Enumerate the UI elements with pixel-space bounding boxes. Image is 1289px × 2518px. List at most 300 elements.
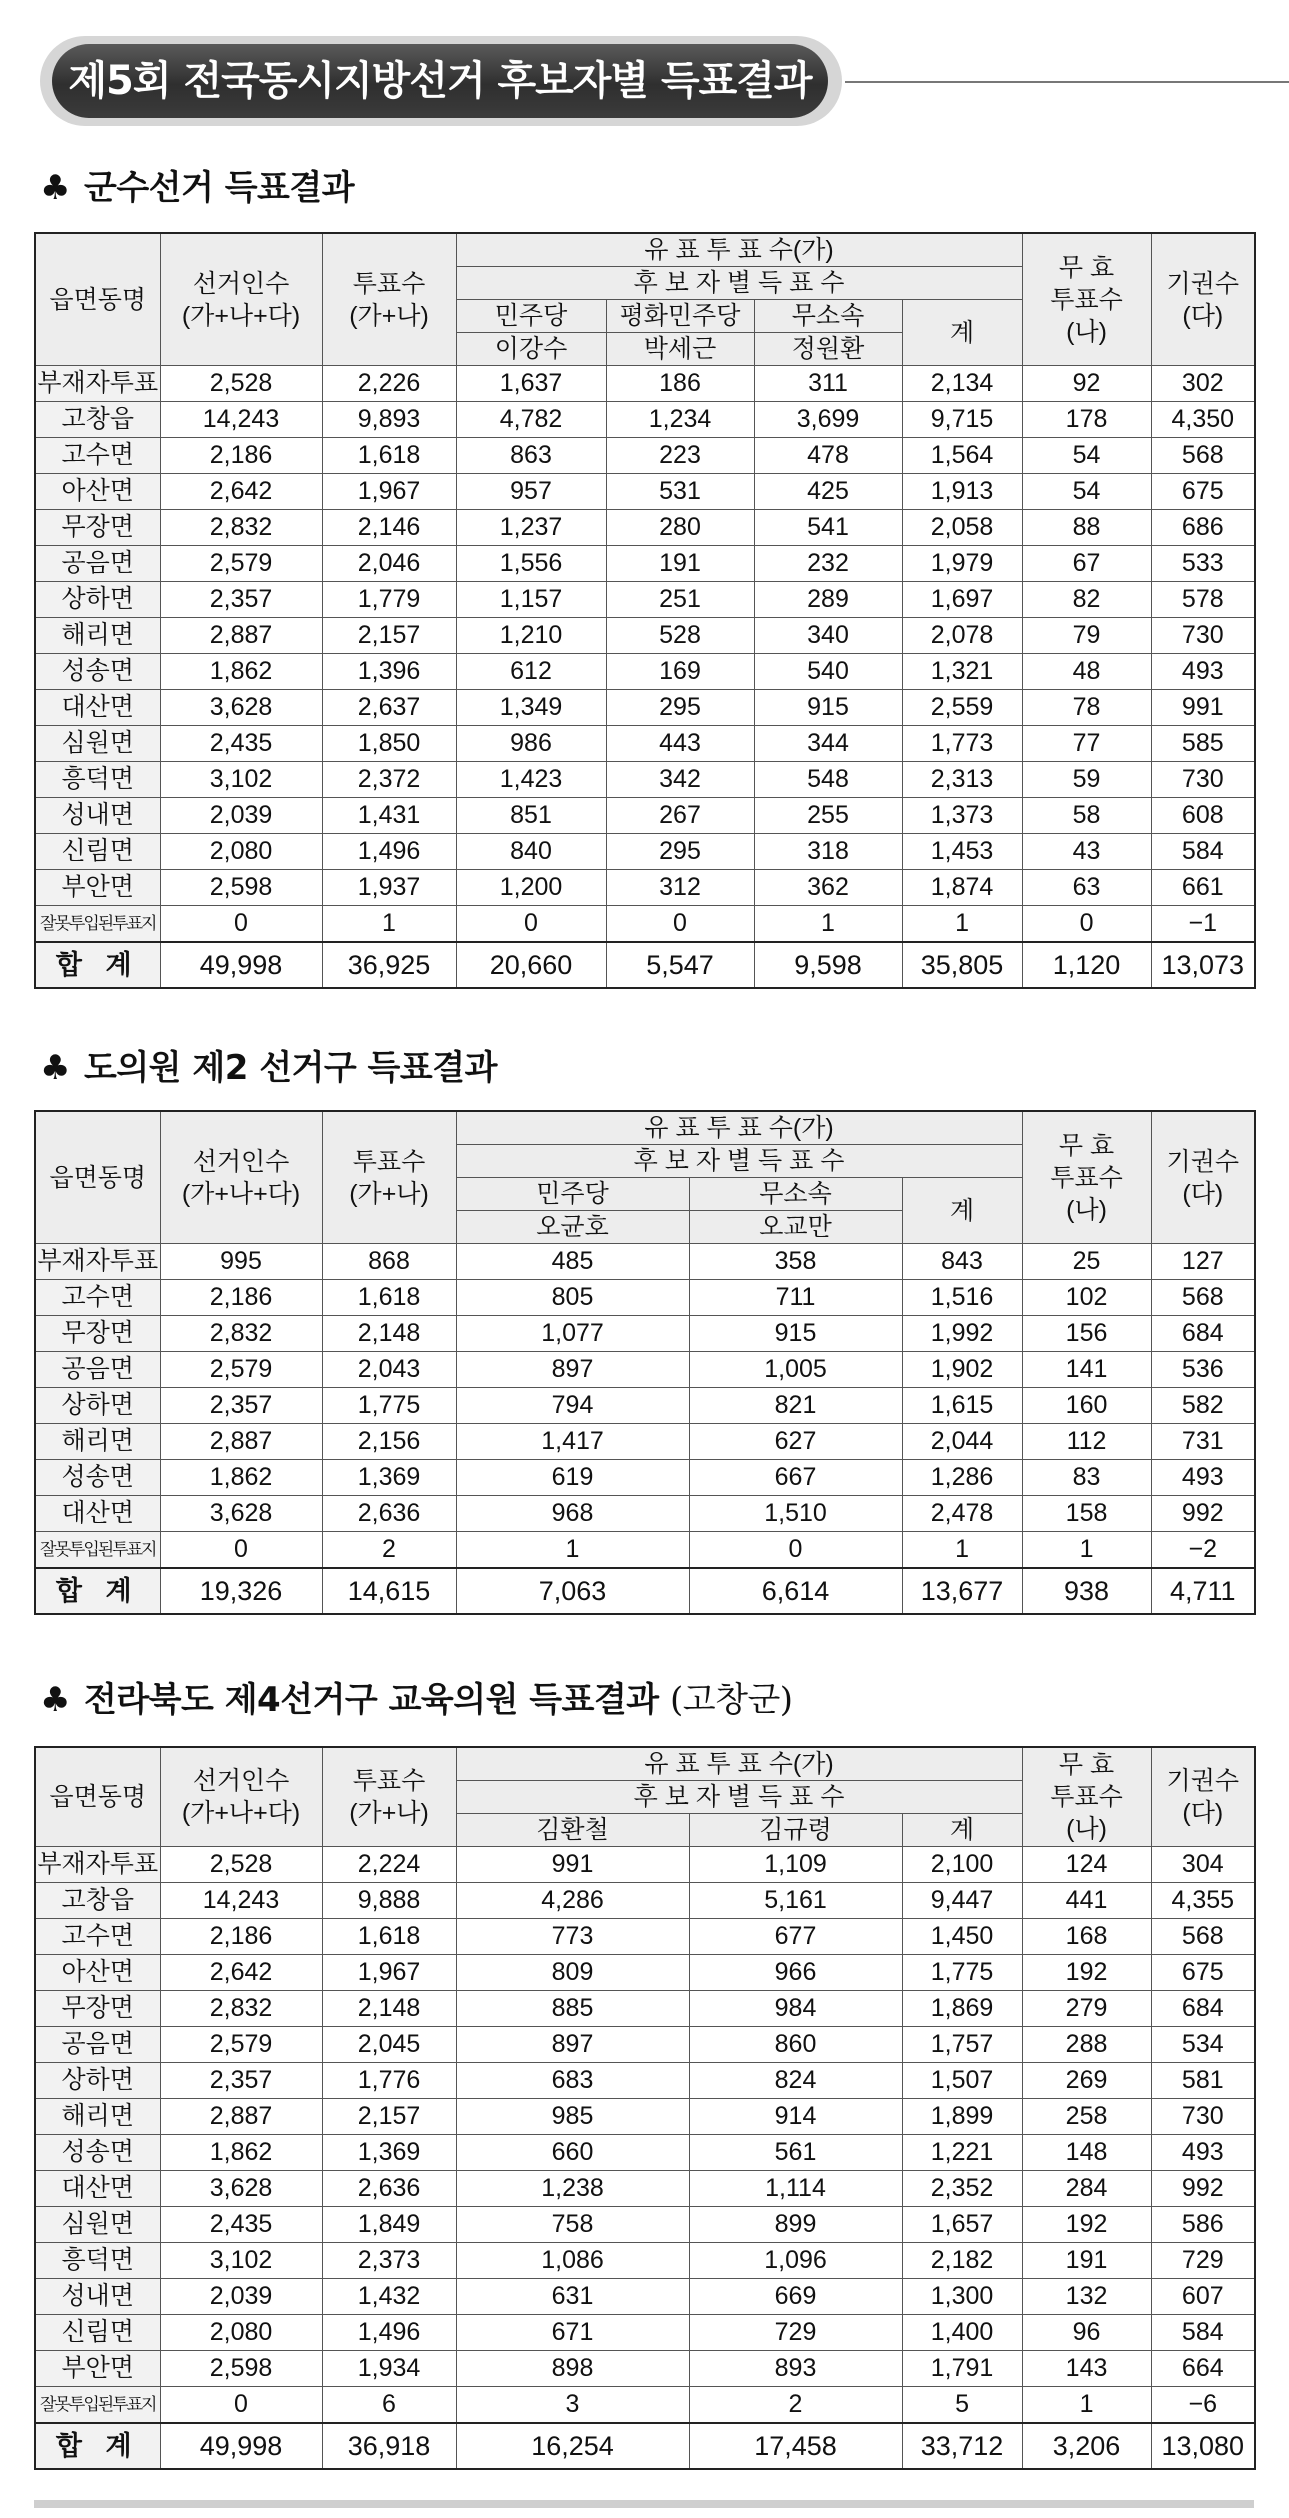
table-body xyxy=(35,1244,1255,1569)
header-electors: 선거인수 (가+나+다) xyxy=(160,1747,322,1847)
table-cell: 2,357 xyxy=(160,1388,322,1424)
table-row xyxy=(35,438,1255,474)
table-cell: 966 xyxy=(689,1955,902,1991)
total-cell: 17,458 xyxy=(689,2423,902,2469)
table-cell: 9,888 xyxy=(322,1883,456,1919)
table-cell: 67 xyxy=(1022,546,1151,582)
header-party: 민주당 xyxy=(456,300,606,333)
table-cell: 192 xyxy=(1022,1955,1151,1991)
table-cell: 78 xyxy=(1022,690,1151,726)
table-cell: 1,516 xyxy=(902,1280,1022,1316)
table-cell: 1,200 xyxy=(456,870,606,906)
section-heading-county-governor xyxy=(40,160,354,209)
table-cell: 2,528 xyxy=(160,366,322,402)
table-cell: 1,238 xyxy=(456,2171,689,2207)
table-row xyxy=(35,582,1255,618)
table-cell: 14,243 xyxy=(160,1883,322,1919)
table-cell: 288 xyxy=(1022,2027,1151,2063)
table-cell: 2,357 xyxy=(160,2063,322,2099)
row-district: 부안면 xyxy=(35,870,160,906)
table-cell: 3 xyxy=(456,2387,689,2424)
table-cell: 660 xyxy=(456,2135,689,2171)
table-cell: 2,134 xyxy=(902,366,1022,402)
table-cell: 809 xyxy=(456,1955,689,1991)
header-party: 무소속 xyxy=(689,1178,902,1211)
table-cell: 683 xyxy=(456,2063,689,2099)
table-cell: 83 xyxy=(1022,1460,1151,1496)
table-cell: 2,642 xyxy=(160,1955,322,1991)
table-row xyxy=(35,2063,1255,2099)
header-abstain: 기권수 (다) xyxy=(1151,233,1255,366)
row-district: 공음면 xyxy=(35,1352,160,1388)
table-cell: 485 xyxy=(456,1244,689,1280)
table-cell: 915 xyxy=(689,1316,902,1352)
header-invalid: 무 효 투표수 (나) xyxy=(1022,1111,1151,1244)
header-valid-votes: 유 표 투 표 수(가) xyxy=(456,1747,1022,1781)
table-cell: 586 xyxy=(1151,2207,1255,2243)
table-cell: 675 xyxy=(1151,1955,1255,1991)
table-cell: 1,850 xyxy=(322,726,456,762)
header-valid-votes: 유 표 투 표 수(가) xyxy=(456,1111,1022,1145)
table-cell: 897 xyxy=(456,2027,689,2063)
table-row xyxy=(35,2279,1255,2315)
row-district: 고창읍 xyxy=(35,1883,160,1919)
row-district: 신림면 xyxy=(35,834,160,870)
table-cell: 258 xyxy=(1022,2099,1151,2135)
table-cell: 3,628 xyxy=(160,1496,322,1532)
table-cell: 1,615 xyxy=(902,1388,1022,1424)
row-district: 잘못투입된투표지 xyxy=(35,906,160,943)
table-cell: 1,849 xyxy=(322,2207,456,2243)
table-cell: 729 xyxy=(689,2315,902,2351)
row-district: 해리면 xyxy=(35,1424,160,1460)
header-candidate: 정원환 xyxy=(754,333,902,366)
table-cell: 531 xyxy=(606,474,754,510)
header-candidate: 오균호 xyxy=(456,1211,689,1244)
table-cell: 269 xyxy=(1022,2063,1151,2099)
total-cell: 13,073 xyxy=(1151,942,1255,988)
row-district: 고수면 xyxy=(35,1280,160,1316)
table-cell: 493 xyxy=(1151,1460,1255,1496)
row-district: 무장면 xyxy=(35,1991,160,2027)
table-cell: 1,697 xyxy=(902,582,1022,618)
header-candidate: 김환철 xyxy=(456,1814,689,1847)
row-district: 성송면 xyxy=(35,2135,160,2171)
table-cell: 251 xyxy=(606,582,754,618)
total-label: 합 계 xyxy=(35,1568,160,1614)
table-cell: 1,862 xyxy=(160,1460,322,1496)
table-cell: 1 xyxy=(754,906,902,943)
table-row xyxy=(35,1496,1255,1532)
row-district: 부재자투표 xyxy=(35,1847,160,1883)
title-rule xyxy=(845,81,1289,83)
row-district: 대산면 xyxy=(35,2171,160,2207)
table-cell: −1 xyxy=(1151,906,1255,943)
total-label: 합 계 xyxy=(35,2423,160,2469)
table-cell: 284 xyxy=(1022,2171,1151,2207)
section-title: 군수선거 득표결과 xyxy=(83,168,355,208)
table-cell: 88 xyxy=(1022,510,1151,546)
table-cell: 169 xyxy=(606,654,754,690)
table-cell: 730 xyxy=(1151,762,1255,798)
table-cell: 1 xyxy=(902,1532,1022,1569)
total-cell: 49,998 xyxy=(160,942,322,988)
table-row xyxy=(35,1919,1255,1955)
table-cell: 1,979 xyxy=(902,546,1022,582)
table-cell: 2,373 xyxy=(322,2243,456,2279)
table-cell: 985 xyxy=(456,2099,689,2135)
table-cell: 2,832 xyxy=(160,510,322,546)
table-cell: 664 xyxy=(1151,2351,1255,2387)
row-district: 공음면 xyxy=(35,546,160,582)
table-cell: 991 xyxy=(456,1847,689,1883)
table-cell: 824 xyxy=(689,2063,902,2099)
row-district: 흥덕면 xyxy=(35,2243,160,2279)
table-cell: 2,186 xyxy=(160,438,322,474)
table-cell: 295 xyxy=(606,690,754,726)
table-cell: 54 xyxy=(1022,474,1151,510)
table-cell: 2 xyxy=(689,2387,902,2424)
table-cell: 2,579 xyxy=(160,2027,322,2063)
table-cell: 1,775 xyxy=(322,1388,456,1424)
table-row xyxy=(35,1847,1255,1883)
table-cell: 915 xyxy=(754,690,902,726)
results-table-county-governor xyxy=(34,232,1256,989)
total-cell: 13,080 xyxy=(1151,2423,1255,2469)
table-cell: 232 xyxy=(754,546,902,582)
table-cell: 627 xyxy=(689,1424,902,1460)
row-district: 심원면 xyxy=(35,726,160,762)
table-cell: 1,937 xyxy=(322,870,456,906)
table-cell: 991 xyxy=(1151,690,1255,726)
table-cell: 295 xyxy=(606,834,754,870)
row-district: 상하면 xyxy=(35,582,160,618)
header-abstain: 기권수 (다) xyxy=(1151,1747,1255,1847)
row-district: 고수면 xyxy=(35,1919,160,1955)
table-cell: 1,637 xyxy=(456,366,606,402)
header-candidate: 박세근 xyxy=(606,333,754,366)
table-cell: 1,618 xyxy=(322,438,456,474)
table-cell: 631 xyxy=(456,2279,689,2315)
table-row xyxy=(35,726,1255,762)
table-cell: 77 xyxy=(1022,726,1151,762)
header-by-candidate: 후 보 자 별 득 표 수 xyxy=(456,1145,1022,1178)
table-cell: 127 xyxy=(1151,1244,1255,1280)
total-label: 합 계 xyxy=(35,942,160,988)
table-cell: 548 xyxy=(754,762,902,798)
total-row xyxy=(35,942,1255,988)
table-row xyxy=(35,2171,1255,2207)
table-cell: 805 xyxy=(456,1280,689,1316)
table-cell: 1,779 xyxy=(322,582,456,618)
table-row xyxy=(35,2135,1255,2171)
table-cell: 2,642 xyxy=(160,474,322,510)
table-cell: 148 xyxy=(1022,2135,1151,2171)
table-cell: 1,869 xyxy=(902,1991,1022,2027)
table-row xyxy=(35,618,1255,654)
table-cell: 3,102 xyxy=(160,2243,322,2279)
table-cell: 2,598 xyxy=(160,2351,322,2387)
table-cell: 2,078 xyxy=(902,618,1022,654)
club-icon: ♣ xyxy=(40,1680,70,1720)
table-cell: 178 xyxy=(1022,402,1151,438)
table-cell: 729 xyxy=(1151,2243,1255,2279)
table-cell: 568 xyxy=(1151,1280,1255,1316)
table-cell: 1,077 xyxy=(456,1316,689,1352)
table-cell: 1,369 xyxy=(322,2135,456,2171)
table-cell: 1 xyxy=(322,906,456,943)
table-cell: 2,186 xyxy=(160,1280,322,1316)
table-cell: 4,350 xyxy=(1151,402,1255,438)
table-cell: 441 xyxy=(1022,1883,1151,1919)
table-row xyxy=(35,1460,1255,1496)
table-cell: 92 xyxy=(1022,366,1151,402)
table-cell: 1,286 xyxy=(902,1460,1022,1496)
table-cell: 289 xyxy=(754,582,902,618)
table-cell: 2,579 xyxy=(160,1352,322,1388)
header-invalid: 무 효 투표수 (나) xyxy=(1022,1747,1151,1847)
table-row xyxy=(35,1352,1255,1388)
table-cell: 9,447 xyxy=(902,1883,1022,1919)
table-cell: 585 xyxy=(1151,726,1255,762)
table-cell: 0 xyxy=(160,1532,322,1569)
table-cell: 2,478 xyxy=(902,1496,1022,1532)
table-cell: 1,453 xyxy=(902,834,1022,870)
table-cell: 443 xyxy=(606,726,754,762)
table-cell: 992 xyxy=(1151,2171,1255,2207)
table-cell: 160 xyxy=(1022,1388,1151,1424)
table-cell: 528 xyxy=(606,618,754,654)
table-cell: 1,086 xyxy=(456,2243,689,2279)
table-cell: 1,369 xyxy=(322,1460,456,1496)
row-district: 잘못투입된투표지 xyxy=(35,1532,160,1569)
header-valid-votes: 유 표 투 표 수(가) xyxy=(456,233,1022,267)
table-cell: 578 xyxy=(1151,582,1255,618)
table-cell: 1,862 xyxy=(160,2135,322,2171)
section-title: 전라북도 제4선거구 교육의원 득표결과 xyxy=(83,1680,659,1720)
table-cell: 1,396 xyxy=(322,654,456,690)
table-row xyxy=(35,1991,1255,2027)
table-row xyxy=(35,402,1255,438)
header-party: 무소속 xyxy=(754,300,902,333)
table-cell: 1,934 xyxy=(322,2351,456,2387)
table-cell: 0 xyxy=(606,906,754,943)
table-row xyxy=(35,1955,1255,1991)
table-cell: 1,775 xyxy=(902,1955,1022,1991)
table-row xyxy=(35,2243,1255,2279)
table-cell: 2,832 xyxy=(160,1316,322,1352)
table-cell: 2,559 xyxy=(902,690,1022,726)
table-cell: 9,715 xyxy=(902,402,1022,438)
table-cell: 1,417 xyxy=(456,1424,689,1460)
header-candidate: 이강수 xyxy=(456,333,606,366)
table-cell: 986 xyxy=(456,726,606,762)
total-cell: 7,063 xyxy=(456,1568,689,1614)
table-cell: 533 xyxy=(1151,546,1255,582)
table-cell: 79 xyxy=(1022,618,1151,654)
table-cell: 2,080 xyxy=(160,834,322,870)
row-district: 대산면 xyxy=(35,1496,160,1532)
table-cell: 1 xyxy=(1022,2387,1151,2424)
total-cell: 5,547 xyxy=(606,942,754,988)
header-by-candidate: 후 보 자 별 득 표 수 xyxy=(456,267,1022,300)
table-cell: 684 xyxy=(1151,1316,1255,1352)
table-cell: 671 xyxy=(456,2315,689,2351)
table-cell: 1,210 xyxy=(456,618,606,654)
table-row xyxy=(35,474,1255,510)
table-row xyxy=(35,762,1255,798)
table-cell: 1,431 xyxy=(322,798,456,834)
table-cell: 342 xyxy=(606,762,754,798)
table-cell: 661 xyxy=(1151,870,1255,906)
table-cell: 1 xyxy=(1022,1532,1151,1569)
row-district: 부재자투표 xyxy=(35,366,160,402)
table-cell: 2,435 xyxy=(160,2207,322,2243)
header-invalid: 무 효 투표수 (나) xyxy=(1022,233,1151,366)
row-district: 고창읍 xyxy=(35,402,160,438)
table-cell: 2,636 xyxy=(322,1496,456,1532)
table-cell: 59 xyxy=(1022,762,1151,798)
table-cell: 1,874 xyxy=(902,870,1022,906)
table-cell: 1,221 xyxy=(902,2135,1022,2171)
total-cell: 49,998 xyxy=(160,2423,322,2469)
table-total xyxy=(35,2423,1255,2469)
table-cell: 0 xyxy=(456,906,606,943)
table-cell: 191 xyxy=(1022,2243,1151,2279)
table-cell: 344 xyxy=(754,726,902,762)
row-district: 고수면 xyxy=(35,438,160,474)
table-cell: 2,372 xyxy=(322,762,456,798)
table-cell: −2 xyxy=(1151,1532,1255,1569)
page-title: 제5회 전국동시지방선거 후보자별 득표결과 xyxy=(52,44,828,118)
table-cell: 1,432 xyxy=(322,2279,456,2315)
total-row xyxy=(35,1568,1255,1614)
table-cell: 1 xyxy=(456,1532,689,1569)
row-district: 공음면 xyxy=(35,2027,160,2063)
table-cell: 312 xyxy=(606,870,754,906)
table-cell: 821 xyxy=(689,1388,902,1424)
total-cell: 3,206 xyxy=(1022,2423,1151,2469)
table-row xyxy=(35,2315,1255,2351)
table-cell: 675 xyxy=(1151,474,1255,510)
table-cell: 0 xyxy=(160,906,322,943)
table-cell: 1,776 xyxy=(322,2063,456,2099)
table-row xyxy=(35,2387,1255,2424)
table-cell: 63 xyxy=(1022,870,1151,906)
table-cell: 1,757 xyxy=(902,2027,1022,2063)
table-cell: 223 xyxy=(606,438,754,474)
table-cell: 2,186 xyxy=(160,1919,322,1955)
table-cell: 2,046 xyxy=(322,546,456,582)
table-cell: 2,636 xyxy=(322,2171,456,2207)
table-row xyxy=(35,798,1255,834)
table-cell: 584 xyxy=(1151,2315,1255,2351)
table-cell: 968 xyxy=(456,1496,689,1532)
header-by-candidate: 후 보 자 별 득 표 수 xyxy=(456,1781,1022,1814)
header-district: 읍면동명 xyxy=(35,1111,160,1244)
row-district: 성송면 xyxy=(35,1460,160,1496)
row-district: 성내면 xyxy=(35,798,160,834)
table-cell: 1,096 xyxy=(689,2243,902,2279)
table-cell: 534 xyxy=(1151,2027,1255,2063)
header-electors: 선거인수 (가+나+다) xyxy=(160,233,322,366)
table-cell: 267 xyxy=(606,798,754,834)
table-cell: 2,039 xyxy=(160,2279,322,2315)
row-district: 상하면 xyxy=(35,2063,160,2099)
table-cell: 9,893 xyxy=(322,402,456,438)
table-cell: 2,887 xyxy=(160,1424,322,1460)
table-cell: 730 xyxy=(1151,2099,1255,2135)
table-cell: 897 xyxy=(456,1352,689,1388)
table-cell: 311 xyxy=(754,366,902,402)
table-cell: 4,355 xyxy=(1151,1883,1255,1919)
table-cell: 2,039 xyxy=(160,798,322,834)
table-cell: 1,992 xyxy=(902,1316,1022,1352)
table-cell: 1,321 xyxy=(902,654,1022,690)
table-cell: 124 xyxy=(1022,1847,1151,1883)
table-cell: 1,114 xyxy=(689,2171,902,2207)
table-cell: 2,058 xyxy=(902,510,1022,546)
table-cell: 82 xyxy=(1022,582,1151,618)
table-cell: 318 xyxy=(754,834,902,870)
table-cell: 102 xyxy=(1022,1280,1151,1316)
total-cell: 19,326 xyxy=(160,1568,322,1614)
row-district: 심원면 xyxy=(35,2207,160,2243)
total-cell: 16,254 xyxy=(456,2423,689,2469)
table-cell: 711 xyxy=(689,1280,902,1316)
table-cell: 561 xyxy=(689,2135,902,2171)
table-cell: 1,773 xyxy=(902,726,1022,762)
table-row xyxy=(35,906,1255,943)
table-row xyxy=(35,2099,1255,2135)
table-cell: 2,357 xyxy=(160,582,322,618)
club-icon: ♣ xyxy=(40,1048,70,1088)
table-cell: 1,349 xyxy=(456,690,606,726)
row-district: 흥덕면 xyxy=(35,762,160,798)
table-row xyxy=(35,1316,1255,1352)
results-table-provincial-council xyxy=(34,1110,1256,1615)
table-cell: 536 xyxy=(1151,1352,1255,1388)
table-cell: 686 xyxy=(1151,510,1255,546)
table-cell: 893 xyxy=(689,2351,902,2387)
table-cell: 669 xyxy=(689,2279,902,2315)
section-title-suffix: (고창군) xyxy=(670,1680,793,1720)
table-cell: 2,224 xyxy=(322,1847,456,1883)
table-cell: 2,044 xyxy=(902,1424,1022,1460)
table-cell: 58 xyxy=(1022,798,1151,834)
table-cell: 1,234 xyxy=(606,402,754,438)
table-cell: 773 xyxy=(456,1919,689,1955)
table-cell: 96 xyxy=(1022,2315,1151,2351)
row-district: 해리면 xyxy=(35,618,160,654)
table-cell: 2,157 xyxy=(322,618,456,654)
table-cell: 1,507 xyxy=(902,2063,1022,2099)
header-sum: 계 xyxy=(902,1178,1022,1244)
table-cell: 0 xyxy=(1022,906,1151,943)
table-cell: 2,598 xyxy=(160,870,322,906)
table-cell: 1,510 xyxy=(689,1496,902,1532)
table-cell: 957 xyxy=(456,474,606,510)
table-cell: 2,832 xyxy=(160,1991,322,2027)
table-cell: 192 xyxy=(1022,2207,1151,2243)
table-cell: 568 xyxy=(1151,438,1255,474)
table-cell: 1,618 xyxy=(322,1280,456,1316)
table-cell: 1,967 xyxy=(322,474,456,510)
table-row xyxy=(35,366,1255,402)
header-district: 읍면동명 xyxy=(35,1747,160,1847)
table-row xyxy=(35,870,1255,906)
table-cell: 540 xyxy=(754,654,902,690)
